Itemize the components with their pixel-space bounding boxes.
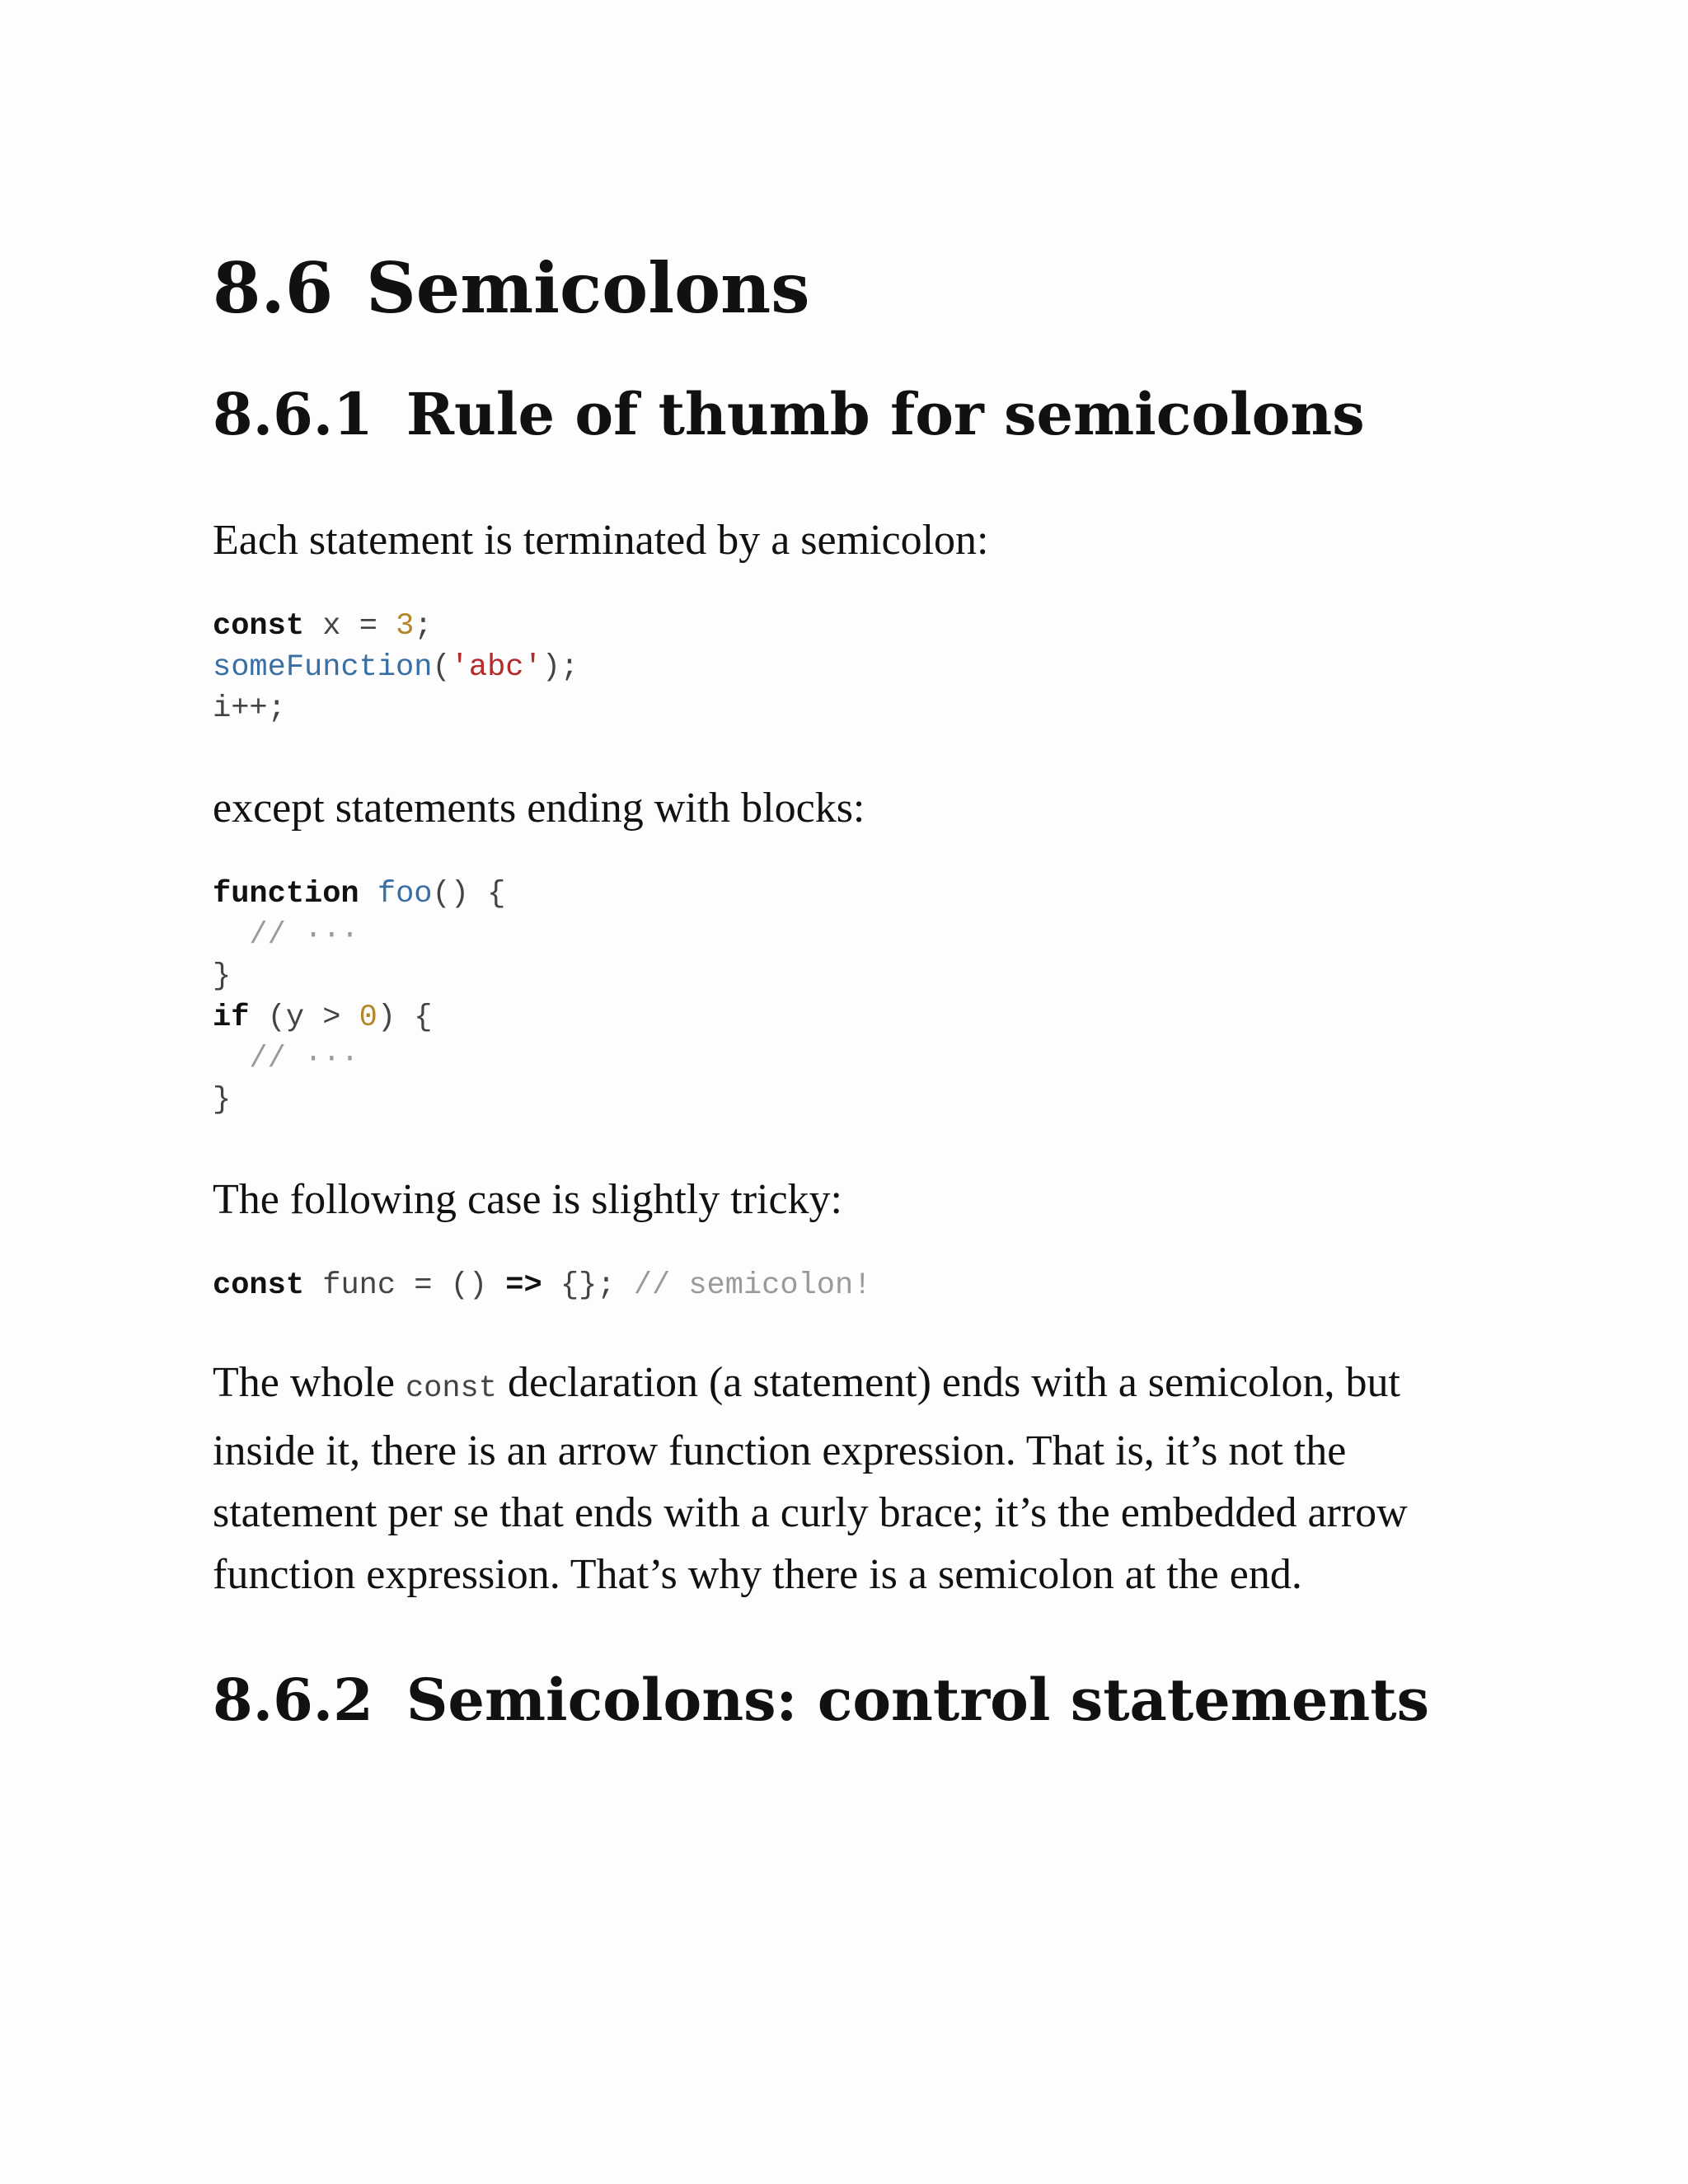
code-operator: = [359,609,377,644]
subsection-heading-control-statements [213,1663,1482,1737]
code-punctuation: ); [542,650,579,685]
section-title: Semicolons [366,247,810,329]
subsection-number: 8.6.2 [213,1666,373,1734]
code-string: 'abc' [450,650,542,685]
subsection-title: Rule of thumb for semicolons [406,380,1365,448]
code-punctuation: ) { [377,1001,433,1035]
code-keyword: if [213,1001,250,1035]
code-block-arrow-function [213,1265,1482,1306]
code-punctuation: ; [414,609,433,644]
paragraph-text: declaration (a statement) ends with a semicolon, but inside it, there is an arrow function expression. That is, it’s not the statement per se that ends with a curly brace; it’s the embedded arrow function expression. That’s why there is a semicolon at the end. [213,1359,1408,1598]
code-line: i++; [213,691,286,726]
code-block-statements [213,606,1482,729]
code-comment: // semicolon! [633,1268,872,1303]
code-expression: func = () [304,1268,506,1303]
code-punctuation: {}; [542,1268,634,1303]
code-arrow-operator: => [505,1268,542,1303]
code-keyword: const [213,609,305,644]
subsection-heading-rule-of-thumb [213,377,1482,452]
code-punctuation: () { [432,877,506,912]
code-function-name: someFunction [213,650,433,685]
paragraph-explanation [213,1352,1482,1605]
paragraph-text: The whole [213,1359,406,1406]
subsection-number: 8.6.1 [213,380,373,448]
code-number: 3 [396,609,415,644]
paragraph-tricky-case: The following case is slightly tricky: [213,1176,842,1223]
inline-code: const [405,1371,497,1406]
section-heading [213,247,1482,330]
code-expression: (y > [249,1001,359,1035]
section-number: 8.6 [213,247,334,329]
code-punctuation: } [213,1083,232,1118]
code-comment: // ··· [213,918,359,953]
code-punctuation: } [213,959,232,994]
code-number: 0 [359,1001,377,1035]
code-keyword: const [213,1268,305,1303]
code-function-name: foo [377,877,433,912]
code-comment: // ··· [213,1042,359,1076]
paragraph-statements: Each statement is terminated by a semicolon: [213,517,989,564]
code-keyword: function [213,877,359,912]
code-block-blocks [213,874,1482,1121]
page-content [213,247,1482,1737]
code-identifier: x [322,609,341,644]
subsection-title: Semicolons: control statements [406,1666,1429,1734]
paragraph-blocks: except statements ending with blocks: [213,785,865,832]
code-punctuation: ( [432,650,451,685]
